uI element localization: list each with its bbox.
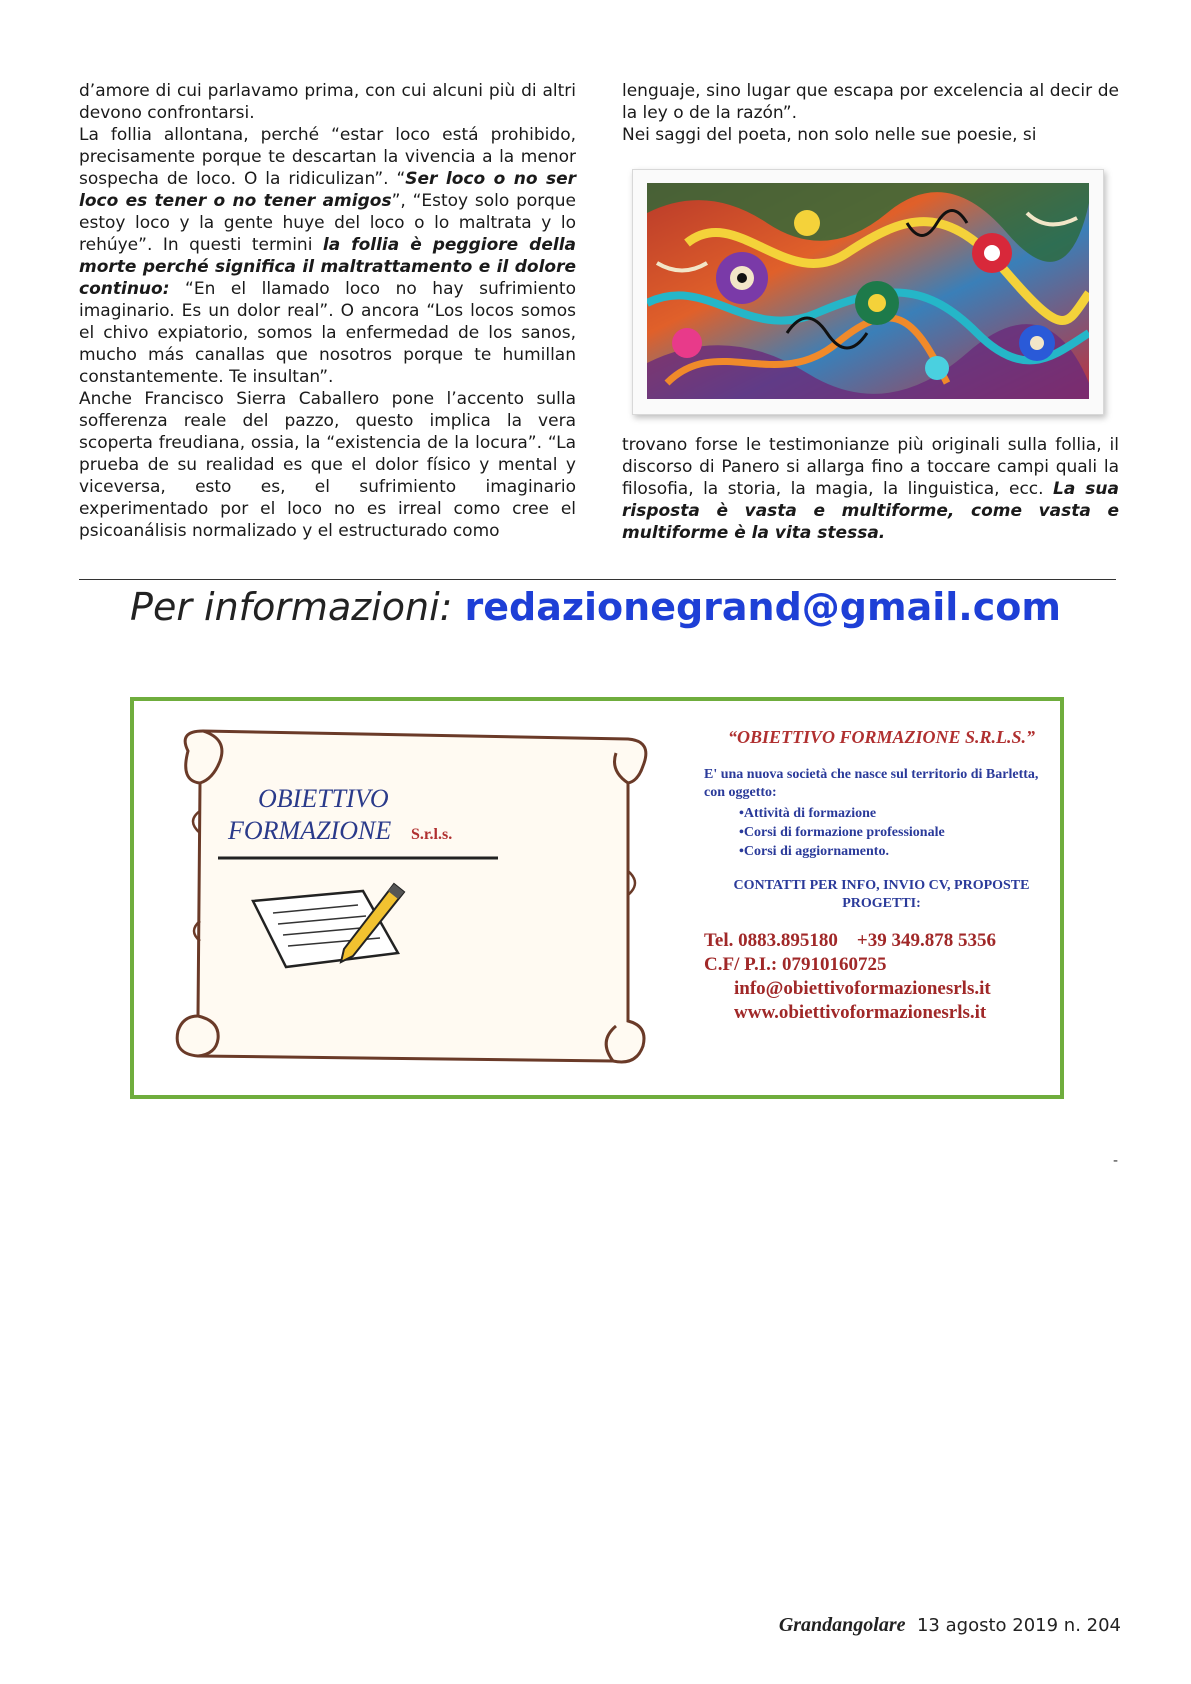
paragraph: lenguaje, sino lugar que escapa por excelencia al decir de la ley o de la razón”. — [622, 81, 1119, 123]
page-mark: - — [1113, 1153, 1119, 1169]
list-item: • Corsi di formazione professionale — [739, 823, 1059, 842]
page-footer — [779, 1614, 1121, 1637]
text-run: La follia allontana, perché “estar loco está prohibido, precisamente porque te descartan la vivencia a la menor sospecha de loco. O la ridiculizan”. “ — [79, 125, 576, 189]
article-right-column — [622, 80, 1119, 146]
text-run: ”, “Estoy solo porque estoy loco y la gente huye del loco o lo maltrata y lo rehúye”. In questi termini — [79, 191, 576, 255]
paragraph: d’amore di cui parlavamo prima, con cui alcuni più di altri devono confrontarsi. — [79, 81, 576, 123]
list-item: • Attività di formazione — [739, 804, 1059, 823]
text-run: “En el llamado loco no hay sufrimiento imaginario. Es un dolor real”. O ancora “Los locos somos el chivo expiatorio, somos la enfermedad de los sanos, mucho más canallas que nosotros porque te humillan constantemente. Te insultan”. — [79, 279, 576, 387]
logo-text-formazione: FORMAZIONE — [228, 816, 392, 845]
emphasis-text: Ser loco o no ser loco es tener o no tener amigos — [79, 169, 576, 211]
issue-date: 13 agosto 2019 n. 204 — [916, 1615, 1121, 1636]
emphasis-text: La sua risposta è vasta e multiforme, come vasta e multiforme è la vita stessa. — [622, 479, 1119, 543]
ad-title: “OBIETTIVO FORMAZIONE S.R.L.S.” — [727, 727, 1036, 747]
advertisement-text — [704, 721, 1059, 1025]
list-item: • Corsi di aggiornamento. — [739, 842, 1059, 861]
ad-description: E' una nuova società che nasce sul territorio di Barletta, con oggetto: — [704, 767, 1039, 800]
ad-website-link[interactable]: www.obiettivoformazionesrls.it — [734, 1002, 987, 1023]
article-left-column — [79, 80, 576, 542]
ad-tax-code-text: C.F/ P.I.: 07910160725 — [704, 954, 887, 975]
paragraph: Nei saggi del poeta, non solo nelle sue poesie, si — [622, 125, 1037, 145]
advertisement-obiettivo-formazione — [130, 697, 1064, 1099]
divider — [79, 579, 1116, 580]
ad-contacts-heading: CONTATTI PER INFO, INVIO CV, PROPOSTE PROGETTI: — [733, 878, 1030, 911]
publication-name: Grandangolare — [778, 1614, 906, 1636]
article-right-column-continued — [622, 434, 1119, 544]
logo-text-obiettivo: OBIETTIVO — [258, 784, 389, 813]
info-banner — [0, 583, 1191, 631]
parchment-scroll-logo — [158, 721, 658, 1073]
ad-contact-details — [704, 929, 1059, 1025]
text-run: trovano forse le testimonianze più originali sulla follia, il discorso di Panero si allarga fino a toccare campi quali la filosofia, la storia, la magia, la linguistica, ecc. — [622, 435, 1119, 499]
ad-email-link[interactable]: info@obiettivoformazionesrls.it — [734, 978, 991, 999]
paragraph: Anche Francisco Sierra Caballero pone l’accento sulla sofferenza reale del pazzo, questo implica la vera scoperta freudiana, ossia, la “existencia de la locura”. “La prueba de su realidad es que el dolor físico y mental y viceversa, esto es, el sufrimiento imaginario experimentado por el loco no es irreal como cree el psicoanálisis normalizado y el estructurado como — [79, 389, 576, 541]
info-label: Per informazioni: — [130, 585, 453, 629]
ad-services-list — [739, 804, 1059, 861]
artwork-illustration — [647, 183, 1089, 399]
paragraph — [622, 434, 1119, 544]
ad-phone-text: Tel. 0883.895180 +39 349.878 5356 — [704, 930, 996, 951]
psychedelic-artwork-image — [632, 169, 1104, 415]
paragraph — [79, 124, 576, 388]
logo-text-srls: S.r.l.s. — [411, 826, 453, 843]
emphasis-text: la follia è peggiore della morte perché significa il maltrattamento e il dolore continuo: — [79, 235, 576, 299]
contact-email-link[interactable]: redazionegrand@gmail.com — [464, 585, 1061, 629]
